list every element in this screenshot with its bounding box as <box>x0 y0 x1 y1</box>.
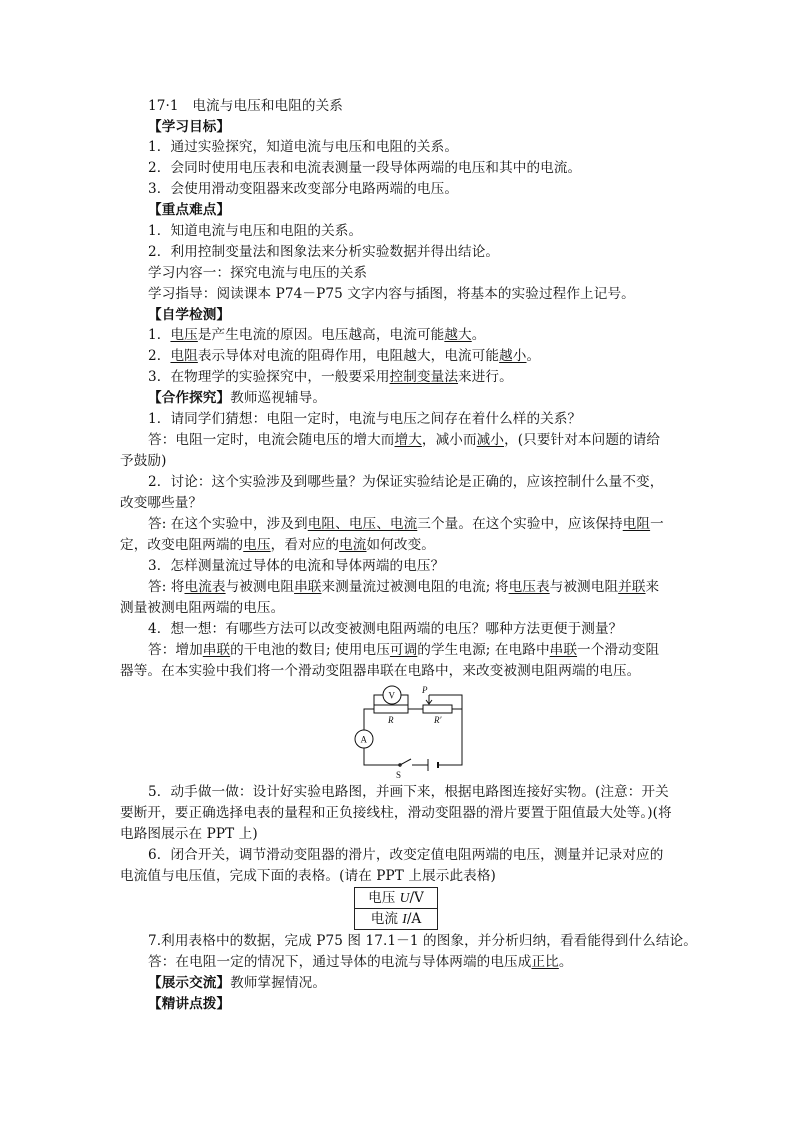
voltmeter-label: V <box>388 690 395 701</box>
table-cell-voltage: 电压 U/V <box>355 888 438 909</box>
coop-heading-line: 【合作探究】教师巡视辅导。 <box>148 390 327 406</box>
coop-answer-3: 答: 将电流表与被测电阻串联来测量流过被测电阻的电流; 将电压表与被测电阻并联来 <box>148 579 660 595</box>
coop-answer-4-cont: 器等。在本实验中我们将一个滑动变阻器串联在电路中，来改变被测电阻两端的电压。 <box>120 663 641 679</box>
coop-answer-3-cont: 测量被测电阻两端的电压。 <box>120 600 285 616</box>
coop-answer-1-cont: 予鼓励) <box>120 453 167 469</box>
objective-item: 3．会使用滑动变阻器来改变部分电路两端的电压。 <box>148 181 459 197</box>
wire-right <box>438 709 462 765</box>
coop-question-4: 4．想一想：有哪些方法可以改变被测电阻两端的电压？哪种方法更便于测量？ <box>148 621 623 637</box>
rheostat-label: R′ <box>434 715 442 725</box>
selfcheck-item-3: 3．在物理学的实验探究中，一般要采用控制变量法来进行。 <box>148 369 513 385</box>
coop-question-3: 3．怎样测量流过导体的电流和导体两端的电压？ <box>148 558 445 574</box>
selfcheck-heading: 【自学检测】 <box>148 307 231 323</box>
resistor-icon <box>374 705 408 713</box>
coop-question-1: 1．请同学们猜想：电阻一定时，电流与电压之间存在着什么样的关系？ <box>148 411 582 427</box>
coop-question-2-cont: 改变哪些量？ <box>120 495 203 511</box>
wire-left <box>364 709 374 730</box>
study-guide: 学习指导：阅读课本 P74－P75 文字内容与插图，将基本的实验过程作上记号。 <box>148 286 635 302</box>
table-cell-current: 电流 I/A <box>355 909 438 930</box>
table-row-voltage <box>355 888 438 909</box>
exchange-line: 【展示交流】教师掌握情况。 <box>148 975 327 991</box>
step-5-cont-2: 电路图展示在 PPT 上) <box>120 826 258 842</box>
coop-answer-1: 答：电阻一定时，电流会随电压的增大而增大，减小而减小，(只要针对本问题的请给 <box>148 432 661 448</box>
keypoint-item: 2．利用控制变量法和图象法来分析实验数据并得出结论。 <box>148 244 500 260</box>
keypoints-heading: 【重点难点】 <box>148 202 231 218</box>
switch-icon <box>400 759 411 765</box>
coop-answer-4: 答：增加串联的干电池的数目; 使用电压可调的学生电源; 在电路中串联一个滑动变阻 <box>148 642 660 658</box>
step-6-cont: 电流值与电压值，完成下面的表格。(请在 PPT 上展示此表格) <box>120 868 496 884</box>
slider-label: P <box>422 685 428 695</box>
step-7-answer: 答：在电阻一定的情况下，通过导体的电流与导体两端的电压成正比。 <box>148 954 573 970</box>
circuit-diagram <box>350 685 470 780</box>
step-5: 5．动手做一做：设计好实验电路图，并画下来，根据电路图连接好实物。(注意：开关 <box>148 784 669 800</box>
selfcheck-item-2: 2．电阻表示导体对电流的阻碍作用，电阻越大，电流可能越小。 <box>148 348 541 364</box>
table-row-current <box>355 909 438 930</box>
step-6: 6．闭合开关，调节滑动变阻器的滑片，改变定值电阻两端的电压，测量并记录对应的 <box>148 847 664 863</box>
objective-item: 2．会同时使用电压表和电流表测量一段导体两端的电压和其中的电流。 <box>148 160 582 176</box>
content-title: 学习内容一：探究电流与电压的关系 <box>148 265 368 281</box>
step-7: 7.利用表格中的数据，完成 P75 图 17.1－1 的图象，并分析归纳，看看能得到什么结论。 <box>148 933 697 949</box>
resistor-label: R <box>388 715 394 725</box>
switch-label: S <box>396 770 402 780</box>
wire-v-right <box>401 695 408 705</box>
wire-left-bottom <box>364 748 400 765</box>
section-title: 17·1 电流与电压和电阻的关系 <box>148 98 343 114</box>
ammeter-label: A <box>360 734 367 745</box>
rheostat-icon <box>423 705 452 713</box>
objectives-heading: 【学习目标】 <box>148 119 231 135</box>
wire-top-right <box>429 695 462 709</box>
coop-answer-2: 答: 在这个实验中，涉及到电阻、电压、电流三个量。在这个实验中，应该保持电阻一 <box>148 516 664 532</box>
selfcheck-item-1: 1．电压是产生电流的原因。电压越高，电流可能越大。 <box>148 327 486 343</box>
step-5-cont-1: 要断开，要正确选择电表的量程和正负接线柱，滑动变阻器的滑片要置于阻值最大处等。)(将 <box>120 805 672 821</box>
keypoint-item: 1．知道电流与电压和电阻的关系。 <box>148 223 363 239</box>
lecture-heading: 【精讲点拨】 <box>148 996 231 1012</box>
coop-question-2: 2．讨论：这个实验涉及到哪些量？为保证实验结论是正确的，应该控制什么量不变， <box>148 474 664 490</box>
coop-answer-2-cont: 定，改变电阻两端的电压，看对应的电流如何改变。 <box>120 537 435 553</box>
data-table <box>354 887 438 930</box>
objective-item: 1．通过实验探究，知道电流与电压和电阻的关系。 <box>148 139 459 155</box>
